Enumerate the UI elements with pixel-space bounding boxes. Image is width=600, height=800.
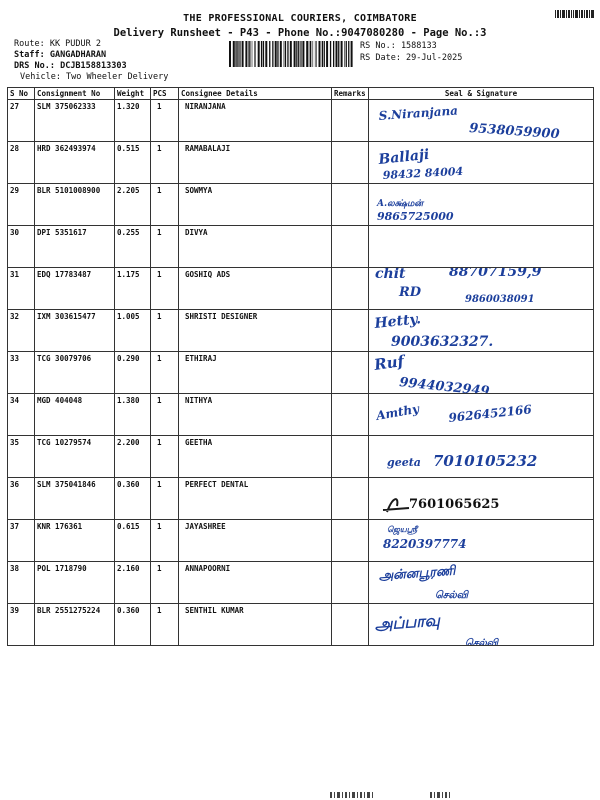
svg-text:9003632327.: 9003632327. bbox=[391, 334, 494, 350]
table-row bbox=[8, 562, 594, 604]
handwritten-signature bbox=[369, 563, 589, 604]
svg-text:A.லக்ஷ்மன்: A.லக்ஷ்மன் bbox=[377, 199, 424, 209]
table-header-row bbox=[8, 88, 594, 100]
drs-value: DCJB158813303 bbox=[60, 61, 127, 71]
cell-consignee: ANNAPOORNI bbox=[179, 562, 332, 604]
runsheet-subtitle: Delivery Runsheet - P43 - Phone No.:9047080280 - Page No.:3 bbox=[113, 27, 487, 39]
cell-remarks bbox=[332, 436, 369, 478]
cell-pcs: 1 bbox=[151, 436, 179, 478]
cell-sno: 34 bbox=[8, 394, 35, 436]
cell-consignment: TCG 10279574 bbox=[35, 436, 115, 478]
svg-text:9865725000: 9865725000 bbox=[377, 210, 454, 223]
barcode-bar bbox=[233, 41, 235, 67]
svg-text:ஜெயஸ்ரீ: ஜெயஸ்ரீ bbox=[387, 524, 418, 534]
barcode-bar bbox=[263, 41, 264, 67]
barcode-bar bbox=[287, 41, 288, 67]
cell-consignment: IXM 303615477 bbox=[35, 310, 115, 352]
cell-weight: 1.005 bbox=[115, 310, 151, 352]
table-row bbox=[8, 520, 594, 562]
barcode-bar bbox=[309, 41, 310, 67]
barcode-bar bbox=[322, 41, 323, 67]
barcode-bar bbox=[301, 41, 302, 67]
cell-remarks bbox=[332, 310, 369, 352]
cell-consignment: SLM 375041846 bbox=[35, 478, 115, 520]
handwritten-signature bbox=[369, 226, 589, 267]
barcode-bar bbox=[326, 41, 328, 67]
company-title: THE PROFESSIONAL COURIERS, COIMBATORE bbox=[183, 13, 417, 24]
cell-pcs: 1 bbox=[151, 142, 179, 184]
cell-weight: 2.200 bbox=[115, 436, 151, 478]
barcode-bar bbox=[330, 41, 331, 67]
cell-pcs: 1 bbox=[151, 478, 179, 520]
cell-sno: 33 bbox=[8, 352, 35, 394]
svg-text:செல்வி: செல்வி bbox=[435, 590, 468, 601]
svg-text:Ruf: Ruf bbox=[373, 351, 406, 374]
cell-remarks bbox=[332, 142, 369, 184]
cell-consignment: KNR 176361 bbox=[35, 520, 115, 562]
svg-text:geeta: geeta bbox=[387, 456, 421, 469]
col-header-sno: S No bbox=[8, 88, 35, 100]
svg-text:செல்வி: செல்வி bbox=[465, 638, 498, 649]
cell-remarks bbox=[332, 226, 369, 268]
table-row bbox=[8, 310, 594, 352]
barcode-bar bbox=[284, 41, 285, 67]
svg-text:7601065625: 7601065625 bbox=[409, 497, 500, 512]
svg-text:RD: RD bbox=[399, 285, 422, 300]
barcode-bar bbox=[280, 41, 282, 67]
cell-remarks bbox=[332, 520, 369, 562]
barcode-bar bbox=[242, 41, 244, 67]
staff-label: Staff: bbox=[14, 50, 45, 60]
rs-date: RS Date: 29-Jul-2025 bbox=[360, 53, 463, 63]
barcode-bar bbox=[348, 41, 349, 67]
barcode-bar bbox=[235, 41, 236, 67]
cell-sno: 30 bbox=[8, 226, 35, 268]
handwritten-signature bbox=[369, 524, 589, 562]
barcode-bar bbox=[333, 41, 334, 67]
table-row bbox=[8, 226, 594, 268]
svg-text:S.Niranjana: S.Niranjana bbox=[378, 103, 459, 123]
handwritten-signature bbox=[369, 146, 589, 184]
cell-signature bbox=[369, 351, 594, 400]
rs-number: RS No.: 1588133 bbox=[360, 41, 437, 51]
cell-signature bbox=[369, 310, 594, 352]
barcode-bar bbox=[351, 41, 353, 67]
col-header-consignee: Consignee Details bbox=[179, 88, 332, 100]
handwritten-signature bbox=[369, 444, 589, 478]
cell-consignee: ETHIRAJ bbox=[179, 352, 332, 394]
cell-consignee: GEETHA bbox=[179, 436, 332, 478]
cell-consignee: SENTHIL KUMAR bbox=[179, 604, 332, 646]
drs-row bbox=[14, 61, 127, 71]
barcode-bar bbox=[294, 41, 296, 67]
barcode-bar bbox=[324, 41, 325, 67]
barcode-bar bbox=[336, 41, 338, 67]
barcode-bar bbox=[272, 41, 273, 67]
table-row bbox=[8, 604, 594, 646]
cell-consignee: NIRANJANA bbox=[179, 100, 332, 142]
table-row bbox=[8, 394, 594, 436]
cell-pcs: 1 bbox=[151, 310, 179, 352]
cell-remarks bbox=[332, 604, 369, 646]
svg-text:அப்பாவு: அப்பாவு bbox=[373, 610, 441, 634]
barcode-bar bbox=[275, 41, 277, 67]
barcode-bar bbox=[310, 41, 311, 67]
cell-signature bbox=[369, 604, 594, 649]
cell-signature bbox=[369, 436, 594, 478]
svg-text:8220397774: 8220397774 bbox=[383, 537, 467, 551]
handwritten-signature bbox=[369, 102, 589, 142]
cell-remarks bbox=[332, 100, 369, 142]
barcode-bar bbox=[252, 41, 253, 67]
barcode-bar bbox=[338, 41, 339, 67]
table-row bbox=[8, 436, 594, 478]
route-label: Route: KK PUDUR 2 bbox=[14, 39, 101, 49]
cell-sno: 37 bbox=[8, 520, 35, 562]
cell-remarks bbox=[332, 478, 369, 520]
barcode-bar bbox=[285, 41, 286, 67]
barcode-bar bbox=[298, 41, 299, 67]
staff-value: GANGADHARAN bbox=[49, 50, 107, 60]
cell-sno: 32 bbox=[8, 310, 35, 352]
table-row bbox=[8, 478, 594, 520]
cell-pcs: 1 bbox=[151, 352, 179, 394]
barcode-bar bbox=[344, 41, 345, 67]
cell-sno: 35 bbox=[8, 436, 35, 478]
handwritten-signature bbox=[369, 610, 589, 649]
cell-consignment: EDQ 17783487 bbox=[35, 268, 115, 310]
barcode-bar bbox=[341, 41, 343, 67]
barcode-bar bbox=[248, 41, 249, 67]
cell-weight: 1.380 bbox=[115, 394, 151, 436]
cell-signature bbox=[369, 562, 594, 604]
cell-signature bbox=[369, 100, 594, 142]
drs-label: DRS No.: bbox=[14, 61, 55, 71]
cell-consignment: BLR 5101008900 bbox=[35, 184, 115, 226]
cell-consignment: SLM 375062333 bbox=[35, 100, 115, 142]
cell-sno: 27 bbox=[8, 100, 35, 142]
cell-signature bbox=[369, 394, 594, 436]
barcode-bar bbox=[277, 41, 278, 67]
cell-consignment: POL 1718790 bbox=[35, 562, 115, 604]
svg-text:88707159,9: 88707159,9 bbox=[449, 264, 542, 280]
cell-consignment: BLR 2551275224 bbox=[35, 604, 115, 646]
cell-consignee: JAYASHREE bbox=[179, 520, 332, 562]
col-header-signature: Seal & Signature bbox=[369, 88, 594, 100]
cell-pcs: 1 bbox=[151, 184, 179, 226]
handwritten-signature bbox=[369, 351, 589, 400]
cell-sno: 28 bbox=[8, 142, 35, 184]
barcode-bar bbox=[249, 41, 250, 67]
col-header-consignment: Consignment No bbox=[35, 88, 115, 100]
vehicle-label: Vehicle: Two Wheeler Delivery bbox=[20, 72, 169, 82]
handwritten-signature bbox=[369, 194, 589, 226]
cell-weight: 0.515 bbox=[115, 142, 151, 184]
cell-weight: 0.360 bbox=[115, 478, 151, 520]
cell-sno: 39 bbox=[8, 604, 35, 646]
table-row bbox=[8, 268, 594, 310]
cell-sno: 36 bbox=[8, 478, 35, 520]
table-row bbox=[8, 352, 594, 394]
cell-sno: 31 bbox=[8, 268, 35, 310]
cell-consignee: NITHYA bbox=[179, 394, 332, 436]
svg-text:7010105232: 7010105232 bbox=[433, 452, 538, 470]
cell-consignee: GOSHIQ ADS bbox=[179, 268, 332, 310]
handwritten-signature bbox=[369, 492, 589, 520]
col-header-weight: Weight bbox=[115, 88, 151, 100]
cell-consignment: HRD 362493974 bbox=[35, 142, 115, 184]
cell-pcs: 1 bbox=[151, 562, 179, 604]
cell-consignee: SOWMYA bbox=[179, 184, 332, 226]
bottom-barcode bbox=[330, 790, 470, 798]
svg-text:அன்னபூரணி: அன்னபூரணி bbox=[378, 563, 456, 584]
barcode-bar bbox=[258, 41, 260, 67]
cell-consignee: PERFECT DENTAL bbox=[179, 478, 332, 520]
barcode-bar bbox=[240, 41, 241, 67]
barcode-bar bbox=[313, 41, 314, 67]
svg-text:9944032949: 9944032949 bbox=[398, 375, 491, 400]
svg-text:Hetty.: Hetty. bbox=[373, 311, 422, 332]
cell-remarks bbox=[332, 352, 369, 394]
cell-pcs: 1 bbox=[151, 100, 179, 142]
cell-signature bbox=[369, 184, 594, 226]
barcode-bar bbox=[302, 41, 304, 67]
drs-barcode bbox=[229, 41, 354, 67]
cell-weight: 0.615 bbox=[115, 520, 151, 562]
barcode-bar bbox=[346, 41, 347, 67]
cell-signature bbox=[369, 142, 594, 184]
barcode-bar bbox=[265, 41, 267, 67]
barcode-bar bbox=[254, 41, 255, 67]
cell-signature bbox=[369, 520, 594, 562]
cell-weight: 0.255 bbox=[115, 226, 151, 268]
cell-consignee: SHRISTI DESIGNER bbox=[179, 310, 332, 352]
barcode-bar bbox=[237, 41, 238, 67]
barcode-bar bbox=[296, 41, 297, 67]
svg-text:Amthy: Amthy bbox=[375, 401, 421, 423]
cell-weight: 1.320 bbox=[115, 100, 151, 142]
svg-text:9626452166: 9626452166 bbox=[447, 402, 533, 425]
barcode-bar bbox=[319, 41, 321, 67]
cell-pcs: 1 bbox=[151, 268, 179, 310]
barcode-bar bbox=[239, 41, 240, 67]
cell-pcs: 1 bbox=[151, 394, 179, 436]
staff-row bbox=[14, 50, 106, 60]
handwritten-signature bbox=[369, 400, 589, 436]
barcode-bar bbox=[269, 41, 270, 67]
barcode-bar bbox=[229, 41, 231, 67]
cell-signature bbox=[369, 226, 594, 268]
handwritten-signature bbox=[369, 264, 589, 305]
table-row bbox=[8, 142, 594, 184]
svg-text:98432 84004: 98432 84004 bbox=[382, 164, 464, 182]
cell-pcs: 1 bbox=[151, 520, 179, 562]
cell-signature bbox=[369, 264, 594, 310]
cell-signature bbox=[369, 478, 594, 520]
barcode-bar bbox=[315, 41, 316, 67]
col-header-pcs: PCS bbox=[151, 88, 179, 100]
svg-text:9860038091: 9860038091 bbox=[465, 294, 535, 305]
cell-consignment: DPI 5351617 bbox=[35, 226, 115, 268]
cell-sno: 29 bbox=[8, 184, 35, 226]
cell-weight: 2.160 bbox=[115, 562, 151, 604]
cell-sno: 38 bbox=[8, 562, 35, 604]
col-header-remarks: Remarks bbox=[332, 88, 369, 100]
svg-text:Ballaji: Ballaji bbox=[377, 146, 431, 168]
barcode-bar bbox=[290, 41, 292, 67]
svg-text:chit: chit bbox=[375, 266, 406, 282]
barcode-bar bbox=[300, 41, 301, 67]
cell-weight: 0.360 bbox=[115, 604, 151, 646]
barcode-bar bbox=[255, 41, 256, 67]
barcode-bar bbox=[261, 41, 262, 67]
cell-remarks bbox=[332, 184, 369, 226]
cell-consignee: DIVYA bbox=[179, 226, 332, 268]
table-row bbox=[8, 100, 594, 142]
cell-remarks bbox=[332, 268, 369, 310]
barcode-bar bbox=[306, 41, 308, 67]
cell-remarks bbox=[332, 394, 369, 436]
runsheet-table bbox=[7, 87, 594, 649]
svg-text:9538059900: 9538059900 bbox=[468, 121, 561, 143]
cell-consignment: MGD 404048 bbox=[35, 394, 115, 436]
cell-pcs: 1 bbox=[151, 604, 179, 646]
cell-weight: 1.175 bbox=[115, 268, 151, 310]
barcode-bar bbox=[245, 41, 247, 67]
cell-remarks bbox=[332, 562, 369, 604]
barcode-bar bbox=[316, 41, 317, 67]
handwritten-signature bbox=[369, 310, 589, 348]
cell-consignment: TCG 30079706 bbox=[35, 352, 115, 394]
cell-consignee: RAMABALAJI bbox=[179, 142, 332, 184]
cell-weight: 2.205 bbox=[115, 184, 151, 226]
table-row bbox=[8, 184, 594, 226]
cell-pcs: 1 bbox=[151, 226, 179, 268]
cell-weight: 0.290 bbox=[115, 352, 151, 394]
